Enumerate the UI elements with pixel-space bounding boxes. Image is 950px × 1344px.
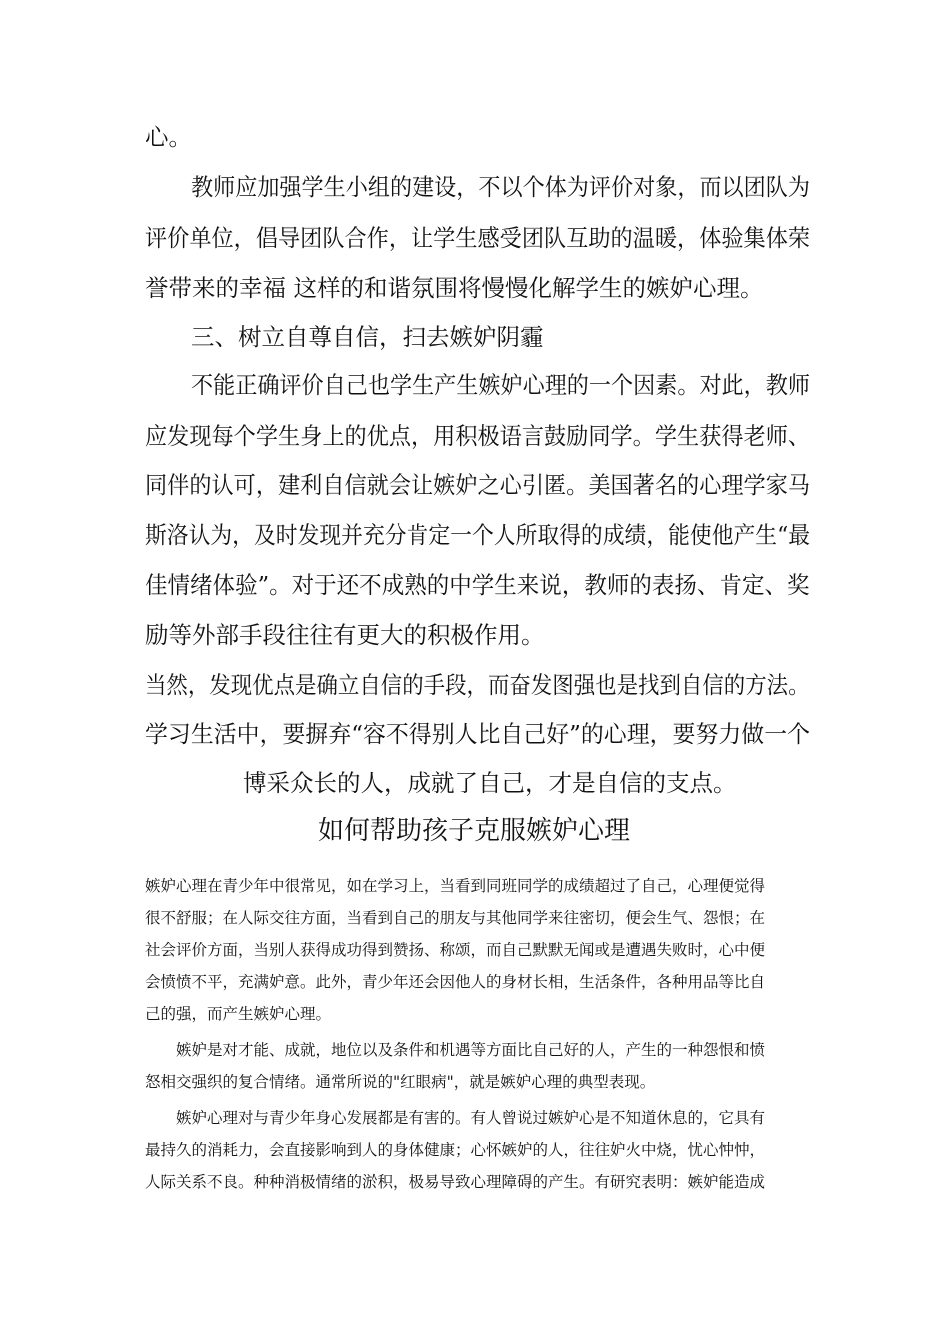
text-line: 心。 <box>145 123 192 151</box>
text-line: 博采众长的人，成就了自己，才是自信的支点。 <box>243 769 737 797</box>
text-line: 己的强，而产生嫉妒心理。 <box>145 1005 332 1023</box>
text-line: 誉带来的幸福 这样的和谐氛围将慢慢化解学生的嫉妒心理。 <box>145 274 764 302</box>
text-line: 当然，发现优点是确立自信的手段，而奋发图强也是找到自信的方法。 <box>145 671 810 699</box>
text-line: 嫉妒是对才能、成就，地位以及条件和机遇等方面比自己好的人，产生的一种怨恨和愤 <box>176 1041 766 1059</box>
section-heading: 三、树立自尊自信，扫去嫉妒阴霾 <box>191 323 544 351</box>
text-line: 会愤愤不平，充满妒意。此外，青少年还会因他人的身材长相，生活条件，各种用品等比自 <box>145 973 766 991</box>
text-line: 怒相交强织的复合情绪。通常所说的"红眼病"，就是嫉妒心理的典型表现。 <box>145 1073 656 1091</box>
text-line: 嫉妒心理对与青少年身心发展都是有害的。有人曾说过嫉妒心是不知道休息的，它具有 <box>176 1109 766 1127</box>
text-line: 学习生活中，要摒弃“容不得别人比自己好”的心理，要努力做一个 <box>145 720 811 748</box>
text-line: 社会评价方面，当别人获得成功得到赞扬、称颂，而自己默默无闻或是遭遇失败时，心中便 <box>145 941 766 959</box>
text-line: 斯洛认为，及时发现并充分肯定一个人所取得的成绩，能使他产生“最 <box>145 521 811 549</box>
text-line: 佳情绪体验”。对于还不成熟的中学生来说，教师的表扬、肯定、奖 <box>145 571 810 599</box>
text-line: 励等外部手段往往有更大的积极作用。 <box>145 621 545 649</box>
text-line: 很不舒服；在人际交往方面，当看到自己的朋友与其他同学来往密切，便会生气、怨恨；在 <box>145 909 766 927</box>
text-line: 人际关系不良。种种消极情绪的淤积，极易导致心理障碍的产生。有研究表明：嫉妒能造成 <box>145 1173 766 1191</box>
text-line: 不能正确评价自己也学生产生嫉妒心理的一个因素。对此，教师 <box>191 371 810 399</box>
article-title: 如何帮助孩子克服嫉妒心理 <box>318 816 631 846</box>
text-line: 同伴的认可，建利自信就会让嫉妒之心引匿。美国著名的心理学家马 <box>145 471 811 499</box>
text-line: 教师应加强学生小组的建设，不以个体为评价对象，而以团队为 <box>191 173 810 201</box>
text-line: 应发现每个学生身上的优点，用积极语言鼓励同学。学生获得老师、 <box>145 422 811 450</box>
text-line: 嫉妒心理在青少年中很常见，如在学习上，当看到同班同学的成绩超过了自己，心理便觉得 <box>145 877 766 895</box>
text-line: 评价单位，倡导团队合作，让学生感受团队互助的温暖，体验集体荣 <box>145 224 811 252</box>
text-line: 最持久的消耗力，会直接影响到人的身体健康；心怀嫉妒的人，往往妒火中烧，忧心忡忡， <box>145 1141 766 1159</box>
